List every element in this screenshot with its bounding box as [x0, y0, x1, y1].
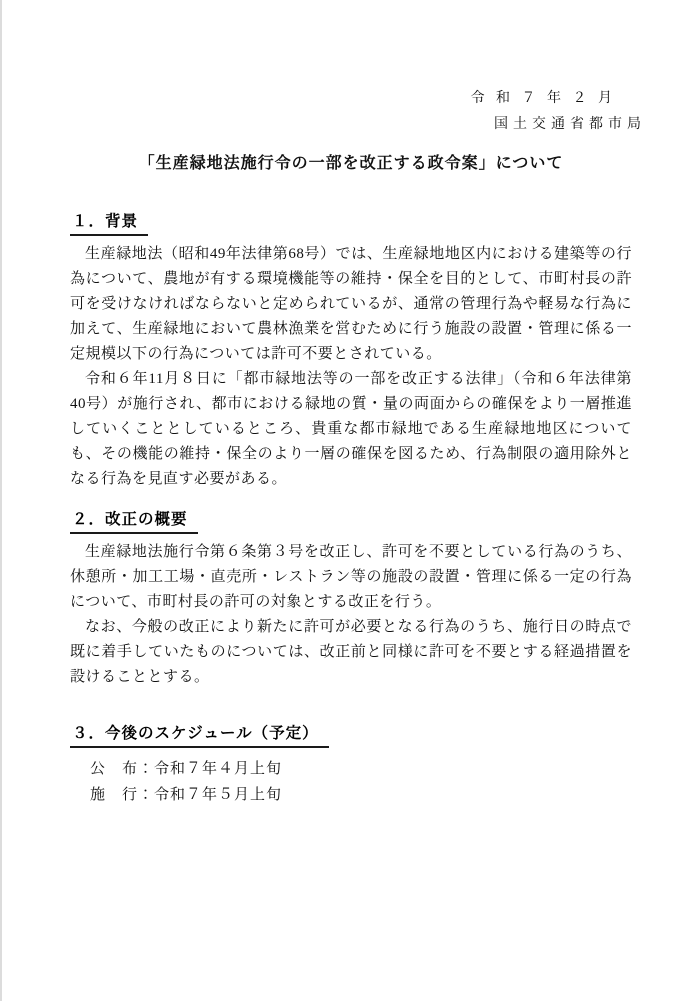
schedule-item-enforcement: 施 行：令和７年５月上旬	[90, 787, 283, 803]
paragraph: なお、今般の改正により新たに許可が必要となる行為のうち、施行日の時点で既に着手していたものについては、改正前と同様に許可を不要とする経過措置を設けることとする。	[70, 619, 632, 685]
document-date: 令 和 ７ 年 ２ 月	[470, 91, 616, 106]
section-amendment-outline	[70, 510, 632, 690]
document-organization: 国土交通省都市局	[494, 117, 646, 132]
paragraph: 生産緑地法施行令第６条第３号を改正し、許可を不要としている行為のうち、休憩所・加工工場・直売所・レストラン等の施設の設置・管理に係る一定の行為について、市町村長の許可の対象とする改正を行う。	[70, 544, 632, 610]
paragraph: 令和６年11月８日に「都市緑地法等の一部を改正する法律」（令和６年法律第40号）が施行され、都市における緑地の質・量の両面からの確保をより一層推進していくこととしているところ、貴重な都市緑地である生産緑地地区についても、その機能の維持・保全のより一層の確保を図るため、行為制限の適用除外となる行為を見直す必要がある。	[70, 371, 632, 487]
document-header	[2, 0, 700, 138]
paragraph: 生産緑地法（昭和49年法律第68号）では、生産緑地地区内における建築等の行為について、農地が有する環境機能等の維持・保全を目的として、市町村長の許可を受けなければならないと定められているが、通常の管理行為や軽易な行為に加えて、生産緑地において農林漁業を営むために行う施設の設置・管理に係る一定規模以下の行為については許可不要とされている。	[70, 246, 632, 362]
section-amendment-outline-body	[70, 540, 632, 690]
section-background-body	[70, 242, 632, 492]
section-background-heading: １．背景	[70, 212, 148, 236]
section-schedule-heading: ３．今後のスケジュール（予定）	[70, 724, 329, 748]
schedule-item-promulgation: 公 布：令和７年４月上旬	[90, 761, 283, 777]
section-amendment-outline-heading: ２．改正の概要	[70, 510, 198, 534]
document-title: 「生産緑地法施行令の一部を改正する政令案」について	[138, 155, 564, 172]
document-content	[70, 212, 632, 808]
schedule-list	[70, 756, 632, 808]
section-schedule	[70, 724, 632, 808]
section-background	[70, 212, 632, 492]
